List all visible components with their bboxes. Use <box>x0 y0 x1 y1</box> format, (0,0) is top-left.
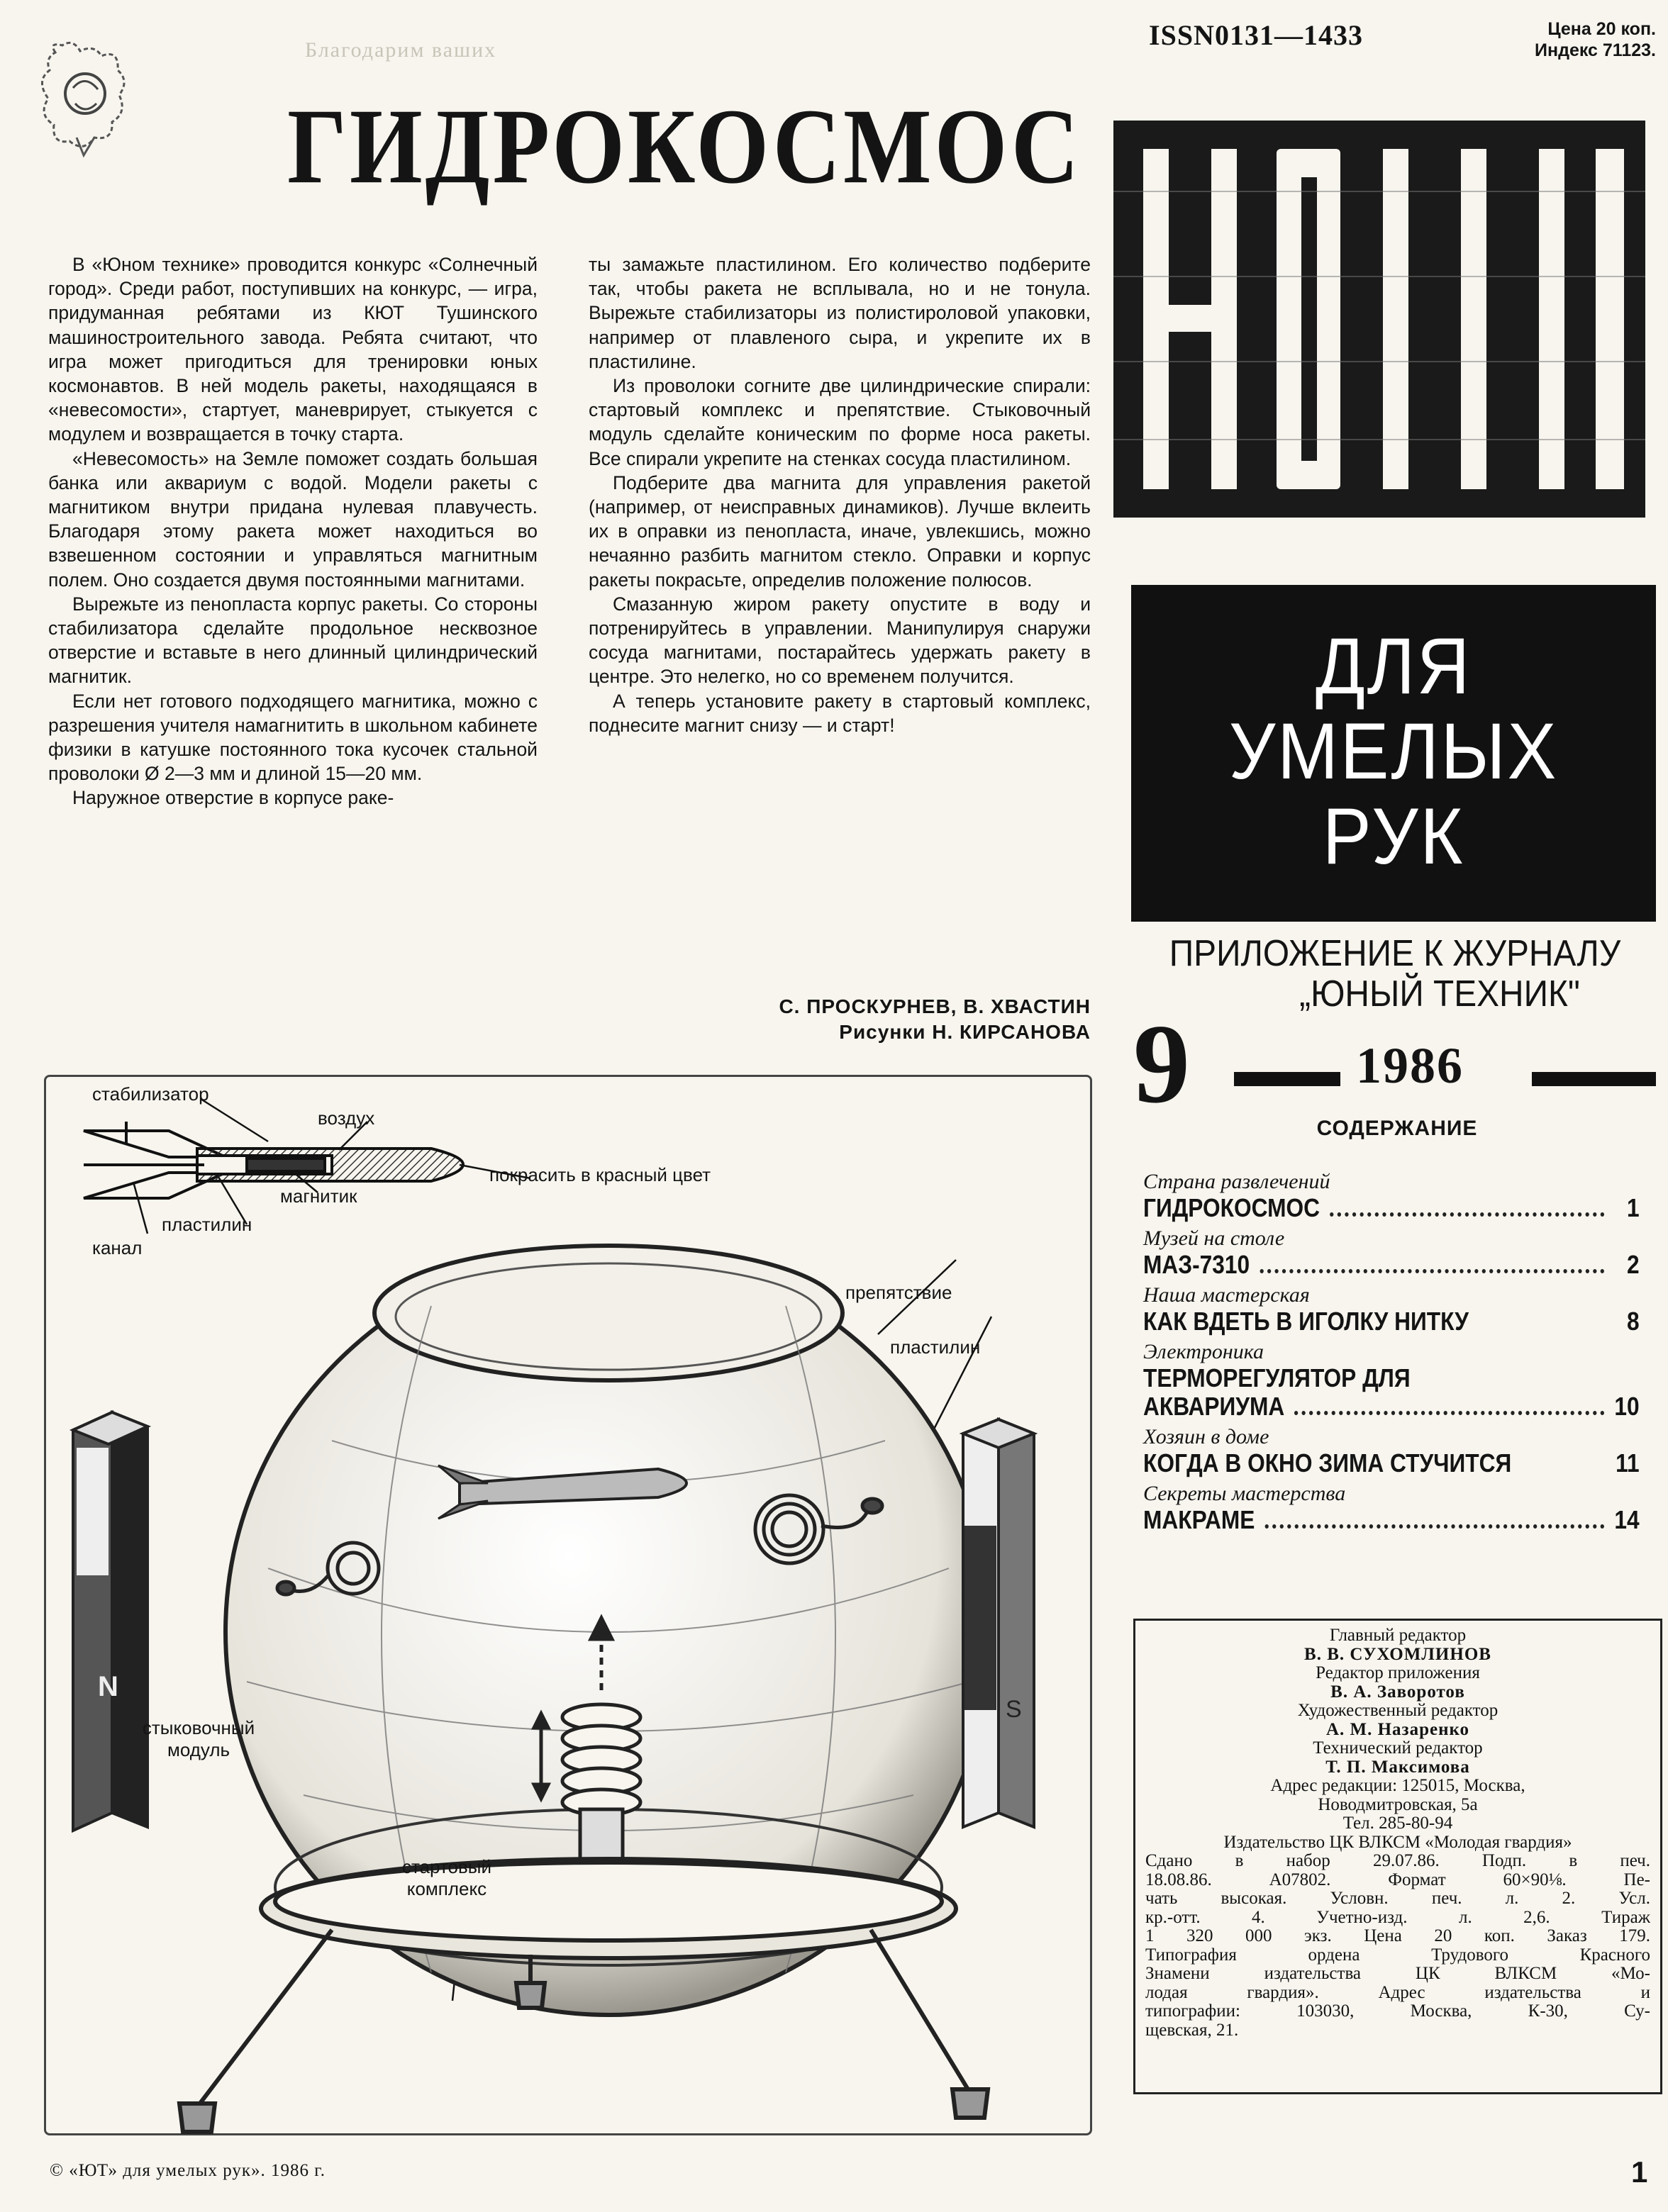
article-paragraph: Подберите два магнита для управления ракетой (например, от неисправных динамиков). Лучше вклеить их в оправки из пенопласта, иначе, увлекшись, можно нечаянно разбить магнитом стекло. Оправки и корпус ракеты покрасьте, определив положение полюсов. <box>589 471 1091 591</box>
divider-bar <box>1532 1072 1656 1086</box>
banner-line: ДЛЯ <box>1315 622 1472 710</box>
toc-section: Электроника <box>1143 1340 1264 1363</box>
toc-page: 11 <box>1616 1448 1640 1478</box>
toc-name: ТЕРМОРЕГУЛЯТОР ДЛЯ <box>1143 1363 1411 1392</box>
toc-page: 10 <box>1614 1392 1640 1421</box>
label-air: воздух <box>318 1107 375 1129</box>
label-plasticine: пластилин <box>162 1214 252 1235</box>
toc-item[interactable] <box>1143 1170 1640 1222</box>
imprint-line: Главный редактор <box>1329 1626 1467 1645</box>
label-magnet: магнитик <box>280 1185 357 1207</box>
article-paragraph: «Невесомость» на Земле поможет создать большая банка или аквариум с водой. Модели ракеты с магнитиком внутри придана нулевая плавучесть. Благодаря этому ракета может находиться во взвешенном состоянии и управляться магнитным полем. Оно создается двумя постоянными магнитами. <box>48 447 538 591</box>
label-launch-line: комплекс <box>406 1878 487 1899</box>
price-label: Цена 20 коп. <box>1547 19 1656 39</box>
toc-section: Хозяин в доме <box>1143 1425 1269 1448</box>
label-docking-line: модуль <box>167 1739 230 1760</box>
page-number: 1 <box>1631 2155 1648 2189</box>
imprint-line: 18.08.86. А07802. Формат 60×90⅛. Пе- <box>1145 1870 1650 1889</box>
left-magnet <box>73 1412 148 1831</box>
magazine-name: „ЮНЫЙ ТЕХНИК" <box>1299 973 1580 1015</box>
banner-line: УМЕЛЫХ <box>1228 707 1559 795</box>
table-of-contents <box>1143 1170 1640 1538</box>
index-label: Индекс 71123. <box>1535 40 1656 60</box>
imprint-line: Т. П. Максимова <box>1325 1757 1470 1777</box>
price-block <box>1479 18 1656 61</box>
imprint-line: В. А. Заворотов <box>1330 1682 1465 1702</box>
label-channel: канал <box>92 1237 143 1258</box>
imprint-line: чать высокая. Условн. печ. л. 2. Усл. <box>1145 1889 1650 1908</box>
article-paragraph: Наружное отверстие в корпусе раке- <box>72 787 394 809</box>
divider-bar <box>1234 1072 1340 1086</box>
label-obstacle: препятствие <box>845 1282 952 1303</box>
imprint-line: Знамени издательства ЦК ВЛКСМ «Мо- <box>1145 1964 1650 1983</box>
label-docking-line: стыковочный <box>142 1717 255 1738</box>
imprint-line: Адрес редакции: 125015, Москва, <box>1270 1776 1525 1795</box>
imprint-line: Сдано в набор 29.07.86. Подп. в печ. <box>1145 1851 1650 1870</box>
rocket-detail-drawing <box>84 1122 463 1198</box>
yut-logo <box>1106 106 1652 532</box>
copyright: © «ЮТ» для умелых рук». 1986 г. <box>50 2161 326 2180</box>
imprint-line: щевская, 21. <box>1145 2020 1239 2040</box>
toc-section: Секреты мастерства <box>1143 1482 1346 1505</box>
toc-item[interactable] <box>1143 1425 1640 1478</box>
article-title: ГИДРОКОСМОС <box>287 86 1082 206</box>
imprint-line: Типография ордена Трудового Красного <box>1145 1945 1650 1965</box>
label-launch-line: стартовый <box>401 1856 492 1877</box>
label-plasticine-2: пластилин <box>890 1336 981 1358</box>
magnet-pole-label: N <box>98 1671 118 1702</box>
article-paragraph: В «Юном технике» проводится конкурс «Солнечный город». Среди работ, поступивших на конкурс, — игра, придуманная ребятами из КЮТ Тушинского машиностроительного завода. Ребята считают, что игра может пригодиться для тренировки юных космонавтов. В ней модель ракеты, находящаяся в «невесомости», стартует, маневрирует, стыкуется с модулем и возвращается в точку старта. <box>48 254 538 445</box>
toc-item[interactable] <box>1143 1482 1640 1534</box>
issue-year: 1986 <box>1356 1037 1464 1094</box>
label-docking-module <box>128 1717 269 1761</box>
toc-page: 1 <box>1626 1193 1640 1222</box>
label-launch-complex <box>390 1856 504 1900</box>
bleed-through-text: Благодарим ваших <box>305 38 497 62</box>
imprint-line: лодая гвардия». Адрес издательства и <box>1145 1982 1650 2002</box>
imprint-line: Технический редактор <box>1313 1738 1483 1758</box>
toc-page: 14 <box>1614 1505 1640 1534</box>
toc-item[interactable] <box>1143 1340 1640 1421</box>
imprint-line: Редактор приложения <box>1316 1663 1480 1682</box>
title-banner <box>1131 585 1656 922</box>
imprint-line: 1 320 000 экз. Цена 20 коп. Заказ 179. <box>1145 1926 1650 1945</box>
article-column-1 <box>48 252 538 810</box>
imprint-line: Издательство ЦК ВЛКСМ «Молодая гвардия» <box>1223 1832 1572 1852</box>
toc-item[interactable] <box>1143 1283 1640 1336</box>
banner-line: РУК <box>1322 792 1465 881</box>
article-column-2 <box>589 252 1091 737</box>
toc-name: КАК ВДЕТЬ В ИГОЛКУ НИТКУ <box>1143 1307 1469 1336</box>
authors: С. ПРОСКУРНЕВ, В. ХВАСТИН <box>779 995 1091 1017</box>
issue-number: 9 <box>1133 1000 1190 1127</box>
toc-name: ГИДРОКОСМОС <box>1143 1193 1320 1222</box>
imprint-line: Тел. 285-80-94 <box>1342 1814 1453 1833</box>
toc-name: МАЗ-7310 <box>1143 1250 1250 1279</box>
article-paragraph: А теперь установите ракету в стартовый комплекс, поднесите магнит снизу — и старт! <box>589 690 1091 736</box>
illustrator: Рисунки Н. КИРСАНОВА <box>839 1021 1091 1043</box>
toc-section: Наша мастерская <box>1143 1283 1310 1307</box>
toc-section: Страна развлечений <box>1143 1170 1330 1193</box>
issn-code: ISSN0131—1433 <box>1149 19 1363 51</box>
toc-name: МАКРАМЕ <box>1143 1505 1255 1534</box>
article-paragraph: Если нет готового подходящего магнитика, можно с разрешения учителя намагнитить в школьном кабинете физики в катушке постоянного тока кусочек стальной проволоки Ø 2—3 мм и длиной 15—20 мм. <box>48 690 538 785</box>
imprint-line: кр.-отт. 4. Учетно-изд. л. 2,6. Тираж <box>1145 1907 1650 1927</box>
label-stabilizer: стабилизатор <box>92 1083 209 1105</box>
byline <box>589 994 1091 1045</box>
toc-item[interactable] <box>1143 1227 1640 1279</box>
article-paragraph: Вырежьте из пенопласта корпус ракеты. Со стороны стабилизатора сделайте продольное несквозное отверстие и вставьте в него длинный цилиндрический магнитик. <box>48 593 538 688</box>
toc-name-cont: АКВАРИУМА <box>1143 1392 1285 1421</box>
magnet-pole-label: S <box>1006 1696 1022 1723</box>
article-paragraph: ты замажьте пластилином. Его количество подберите так, чтобы ракета не всплывала, но и не тонула. Вырежьте стабилизаторы из полистироловой упаковки, например от плавленого сыра, и укрепите их в пластилине. <box>589 254 1091 372</box>
toc-name: КОГДА В ОКНО ЗИМА СТУЧИТСЯ <box>1143 1448 1512 1478</box>
imprint-line: А. М. Назаренко <box>1325 1719 1470 1739</box>
imprint-box <box>1133 1619 1662 2094</box>
right-magnet <box>963 1419 1034 1827</box>
toc-page: 2 <box>1626 1250 1640 1279</box>
emblem-icon <box>34 38 140 162</box>
article-paragraph: Смазанную жиром ракету опустите в воду и потренируйтесь в управлении. Манипулируя снаружи сосуда магнитами, постарайтесь удержать ракету в центре. Это нелегко, но со временем получится. <box>589 593 1091 688</box>
imprint-line: типографии: 103030, Москва, К-30, Су- <box>1145 2001 1650 2021</box>
imprint-line: В. В. СУХОМЛИНОВ <box>1304 1644 1491 1664</box>
imprint-line: Художественный редактор <box>1297 1701 1499 1720</box>
label-paint-red: покрасить в красный цвет <box>489 1164 711 1185</box>
toc-page: 8 <box>1626 1307 1640 1336</box>
imprint-line: Новодмитровская, 5а <box>1318 1794 1478 1814</box>
contents-title: СОДЕРЖАНИЕ <box>1316 1117 1478 1140</box>
article-paragraph: Из проволоки согните две цилиндрические спирали: стартовый комплекс и препятствие. Стыковочный модуль сделайте коническим по форме носа ракеты. Все спирали укрепите на стенках сосуда пластилином. <box>589 375 1091 469</box>
supplement-line: ПРИЛОЖЕНИЕ К ЖУРНАЛУ <box>1169 933 1621 974</box>
toc-section: Музей на столе <box>1143 1227 1285 1250</box>
